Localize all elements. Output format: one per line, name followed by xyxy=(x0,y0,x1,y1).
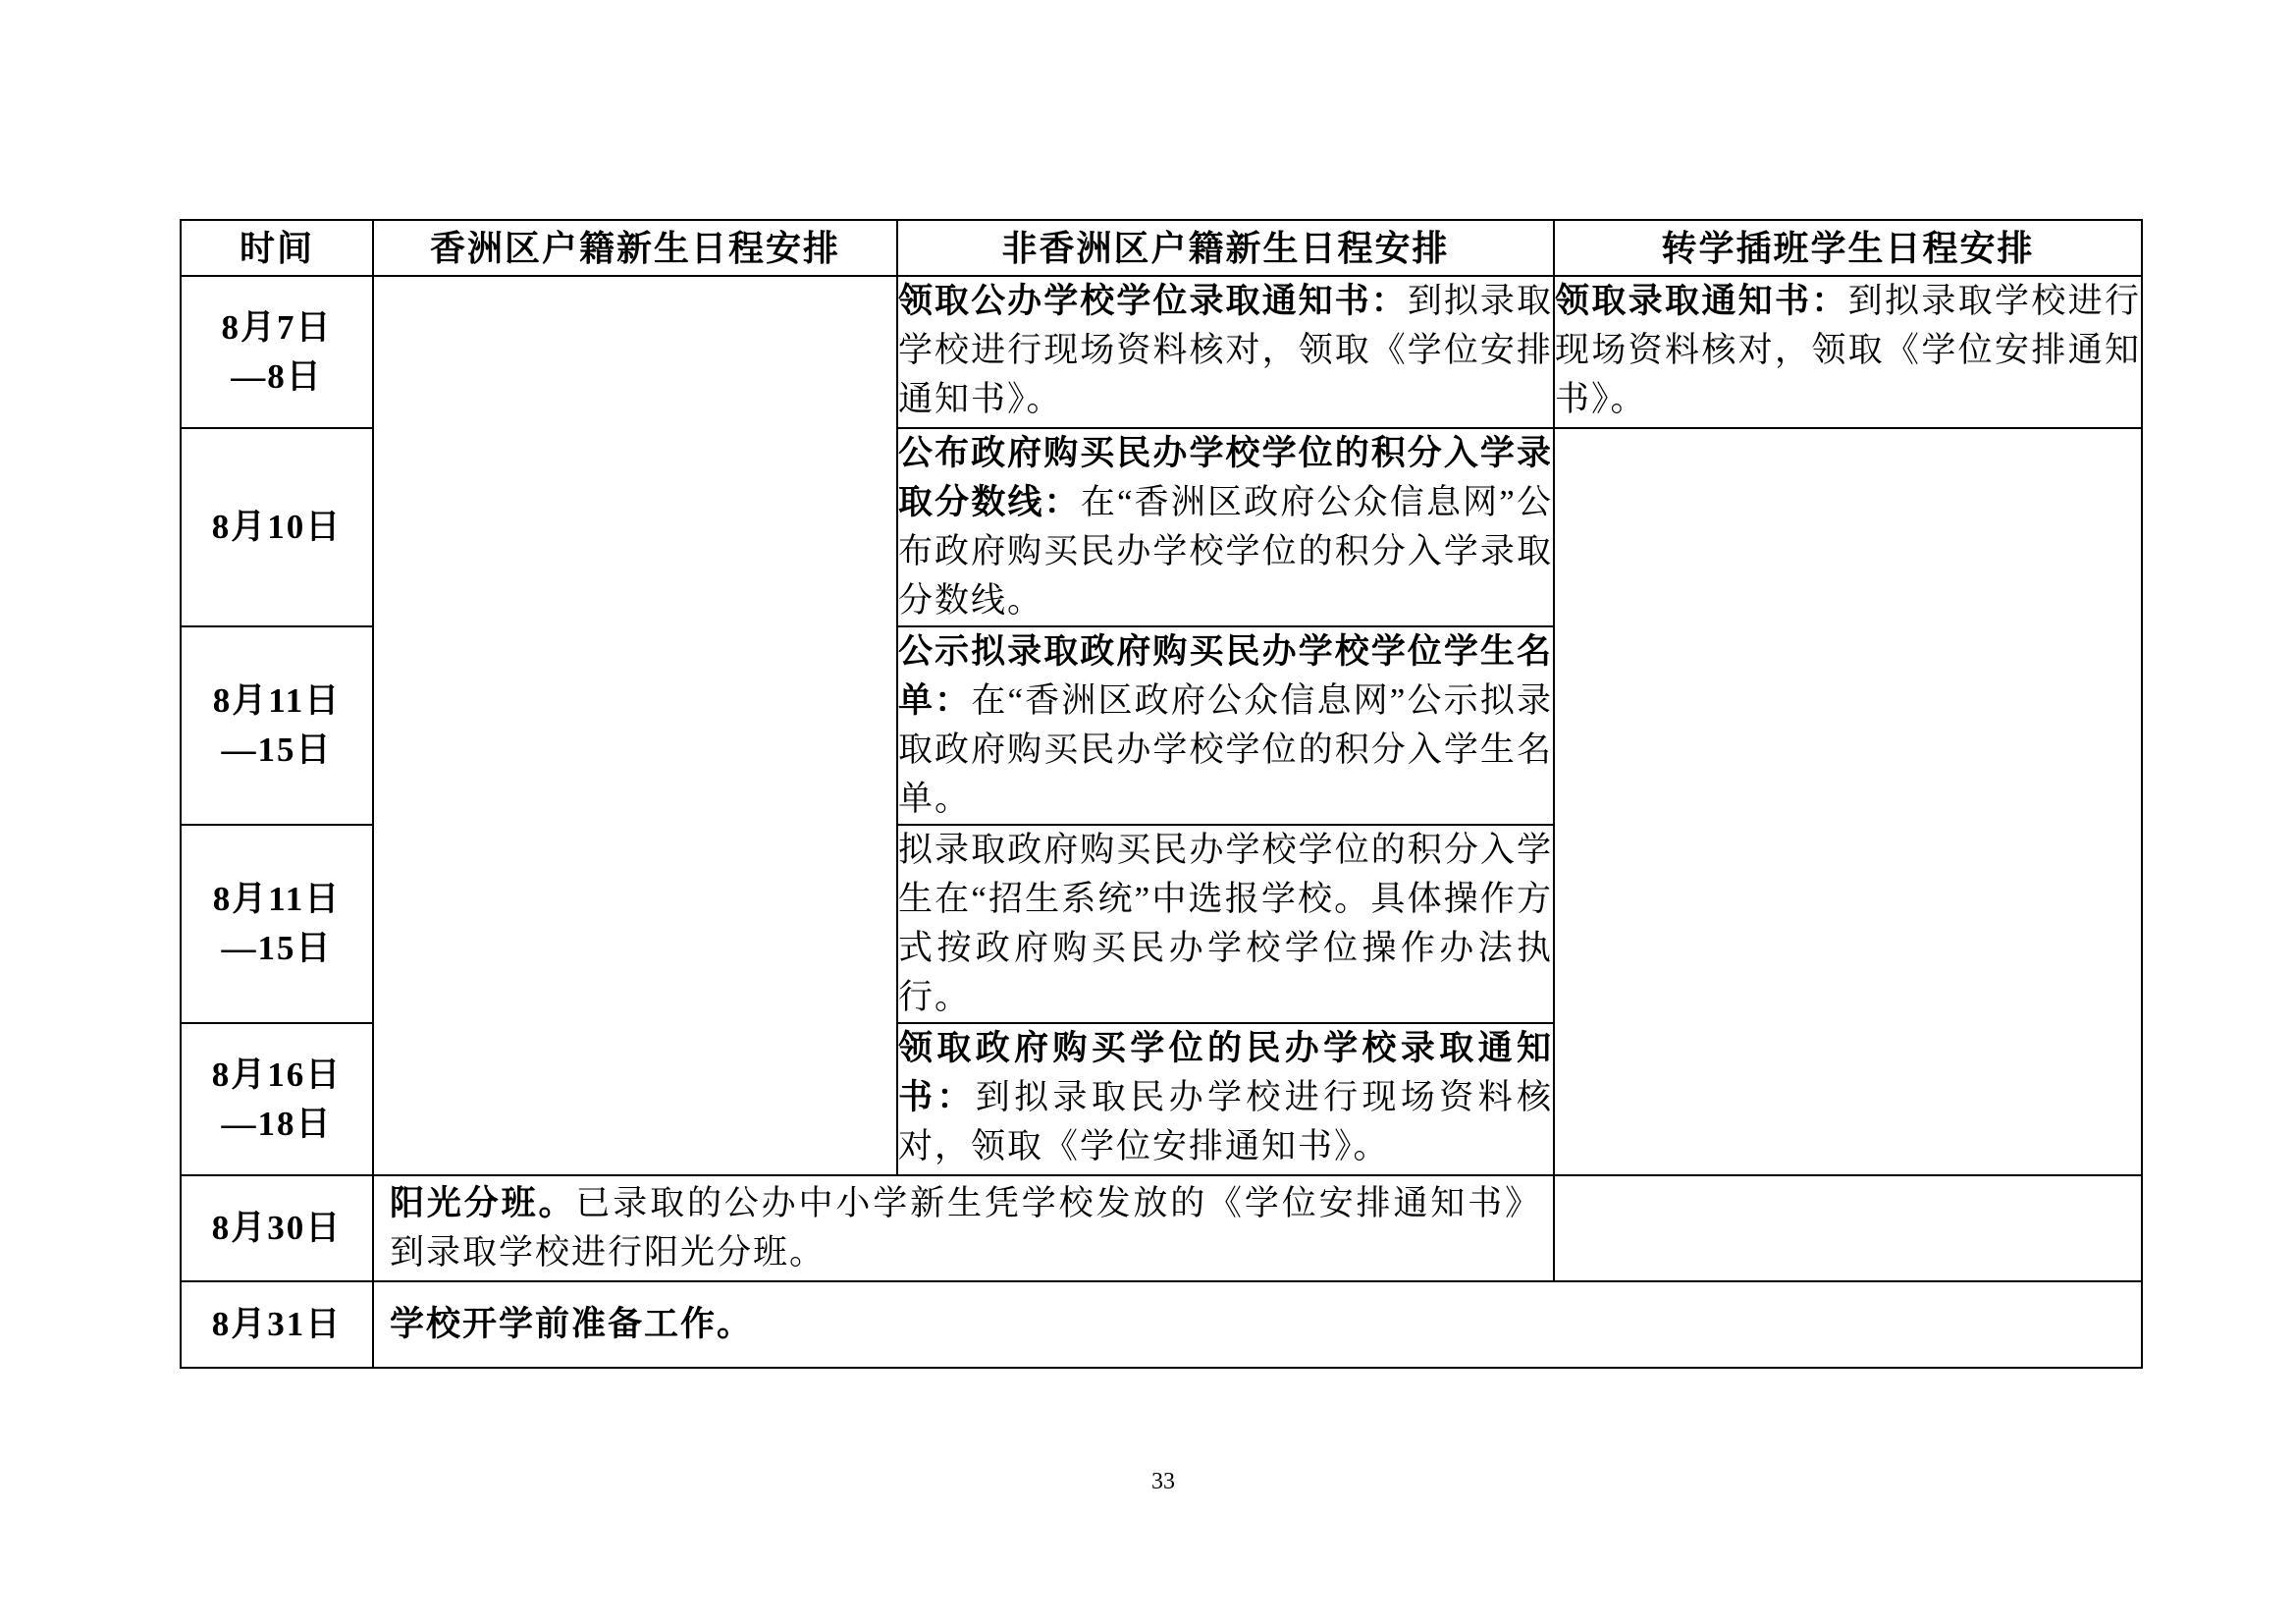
item-text: 到拟录取民办学校进行现场资料核对，领取《学位安排通知书》。 xyxy=(898,1078,1553,1165)
transfer-schedule-cell-empty xyxy=(1554,428,2142,1175)
schedule-table xyxy=(180,219,2143,1369)
time-line: —8日 xyxy=(231,356,323,396)
item-title: 公布政府购买民办学校学位的积分入学录取分数线： xyxy=(898,434,1553,521)
local-schedule-cell-empty xyxy=(373,276,897,1175)
time-cell xyxy=(181,825,373,1023)
item-text: 在“香洲区政府公众信息网”公示拟录取政府购买民办学校学位的积分入学生名单。 xyxy=(898,681,1553,818)
item-title: 阳光分班。 xyxy=(390,1184,576,1222)
shared-schedule-cell xyxy=(373,1175,1554,1281)
item-title: 领取录取通知书： xyxy=(1555,282,1848,320)
item-text: 在“香洲区政府公众信息网”公布政府购买民办学校学位的积分入学录取分数线。 xyxy=(898,483,1553,620)
time-cell xyxy=(181,1023,373,1175)
header-time: 时间 xyxy=(181,220,373,276)
item-text: 拟录取政府购买民办学校学位的积分入学生在“招生系统”中选报学校。具体操作方式按政府购买民办学校学位操作办法执行。 xyxy=(898,831,1553,1016)
nonlocal-schedule-cell xyxy=(897,428,1554,626)
item-text: 到拟录取学校进行现场资料核对，领取《学位安排通知书》。 xyxy=(1555,282,2141,418)
item-title: 学校开学前准备工作。 xyxy=(390,1305,754,1343)
header-local-schedule: 香洲区户籍新生日程安排 xyxy=(373,220,897,276)
table-header-row xyxy=(181,220,2142,276)
header-nonlocal-schedule: 非香洲区户籍新生日程安排 xyxy=(897,220,1554,276)
nonlocal-schedule-cell xyxy=(897,276,1554,428)
nonlocal-schedule-cell xyxy=(897,825,1554,1023)
time-cell xyxy=(181,1175,373,1281)
time-line: —18日 xyxy=(221,1104,333,1143)
nonlocal-schedule-cell xyxy=(897,626,1554,825)
item-text: 已录取的公办中小学新生凭学校发放的《学位安排通知书》到录取学校进行阳光分班。 xyxy=(390,1184,1541,1272)
time-line: 8月10日 xyxy=(211,508,343,546)
transfer-schedule-cell xyxy=(1554,276,2142,428)
table-row xyxy=(181,276,2142,428)
item-text: 到拟录取学校进行现场资料核对，领取《学位安排通知书》。 xyxy=(898,282,1553,418)
time-line: 8月31日 xyxy=(211,1305,343,1343)
nonlocal-schedule-cell xyxy=(897,1023,1554,1175)
time-line: 8月7日 xyxy=(221,307,333,347)
page-number: 33 xyxy=(1151,1469,1175,1494)
time-line: 8月11日 xyxy=(212,880,342,918)
time-line: —15日 xyxy=(221,731,333,769)
time-cell xyxy=(181,626,373,825)
header-transfer-schedule: 转学插班学生日程安排 xyxy=(1554,220,2142,276)
time-cell xyxy=(181,428,373,626)
time-line: 8月30日 xyxy=(211,1209,343,1247)
item-title: 公示拟录取政府购买民办学校学位学生名单： xyxy=(898,632,1553,720)
time-line: 8月16日 xyxy=(211,1055,343,1094)
item-title: 领取公办学校学位录取通知书： xyxy=(898,282,1408,320)
time-cell xyxy=(181,276,373,428)
item-title: 领取政府购买学位的民办学校录取通知书： xyxy=(898,1029,1553,1116)
all-schedule-cell xyxy=(373,1281,2142,1368)
transfer-schedule-cell-empty xyxy=(1554,1175,2142,1281)
table-row xyxy=(181,1175,2142,1281)
time-line: —15日 xyxy=(221,929,333,967)
time-cell xyxy=(181,1281,373,1368)
time-line: 8月11日 xyxy=(212,681,342,720)
table-row xyxy=(181,1281,2142,1368)
